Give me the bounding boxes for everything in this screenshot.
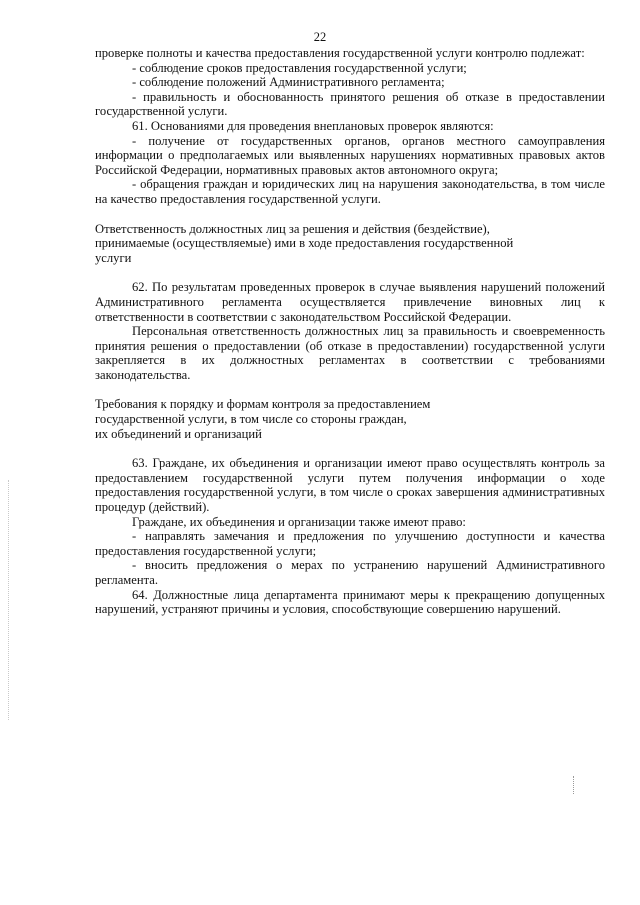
section-heading-control-requirements — [95, 397, 605, 441]
heading-line: государственной услуги, в том числе со стороны граждан, — [95, 412, 407, 427]
clause-63: 63. Граждане, их объединения и организации имеют право осуществлять контроль за предоставлением государственной услуги путем получения информации о ходе предоставления государственной услуги, в том числе о сроках завершения административных процедур (действий). — [95, 456, 605, 515]
clause-64: 64. Должностные лица департамента принимают меры к прекращению допущенных нарушений, устраняют причины и условия, способствующие совершению нарушений. — [95, 587, 605, 617]
scan-margin-marks — [8, 480, 11, 720]
list-item: - соблюдение положений Административного регламента; — [132, 75, 445, 90]
clause-62: 62. По результатам проведенных проверок в случае выявления нарушений положений Административного регламента осуществляется привлечение виновных лиц к ответственности в соответствии с законодательством Российской Федерации. — [95, 280, 605, 324]
heading-line: Требования к порядку и формам контроля за предоставлением — [95, 397, 431, 412]
list-item: - вносить предложения о мерах по устранению нарушений Административного регламента. — [95, 558, 605, 587]
list-item: - обращения граждан и юридических лиц на нарушения законодательства, в том числе на качество предоставления государственной услуги. — [95, 177, 605, 206]
paragraph: Персональная ответственность должностных лиц за правильность и своевременность принятия решения о предоставлении (об отказе в предоставлении) государственной услуги закрепляется в их должностных регламентах в соответствии с требованиями законодательства. — [95, 324, 605, 382]
heading-line: услуги — [95, 250, 132, 265]
list-item: - соблюдение сроков предоставления государственной услуги; — [132, 60, 467, 75]
paragraph-continuation: проверке полноты и качества предоставления государственной услуги контролю подлежат: — [95, 46, 585, 60]
paragraph: Граждане, их объединения и организации также имеют право: — [132, 514, 466, 529]
list-item: - направлять замечания и предложения по улучшению доступности и качества предоставления государственной услуги; — [95, 529, 605, 558]
list-item: - получение от государственных органов, органов местного самоуправления информации о предполагаемых или выявленных нарушениях нормативных правовых актов Российской Федерации, нормативных правовых актов автономного округа; — [95, 133, 605, 177]
clause-61: 61. Основаниями для проведения внеплановых проверок являются: — [132, 118, 494, 133]
section-heading-responsibility — [95, 222, 605, 266]
page-number: 22 — [313, 30, 327, 44]
heading-line: принимаемые (осуществляемые) ими в ходе предоставления государственной — [95, 236, 514, 251]
list-item: - правильность и обоснованность принятого решения об отказе в предоставлении государственной услуги. — [95, 89, 605, 119]
document-body — [95, 46, 605, 617]
heading-line: Ответственность должностных лиц за решения и действия (бездействие), — [95, 221, 490, 236]
scan-speck — [573, 776, 575, 794]
heading-line: их объединений и организаций — [95, 426, 262, 441]
